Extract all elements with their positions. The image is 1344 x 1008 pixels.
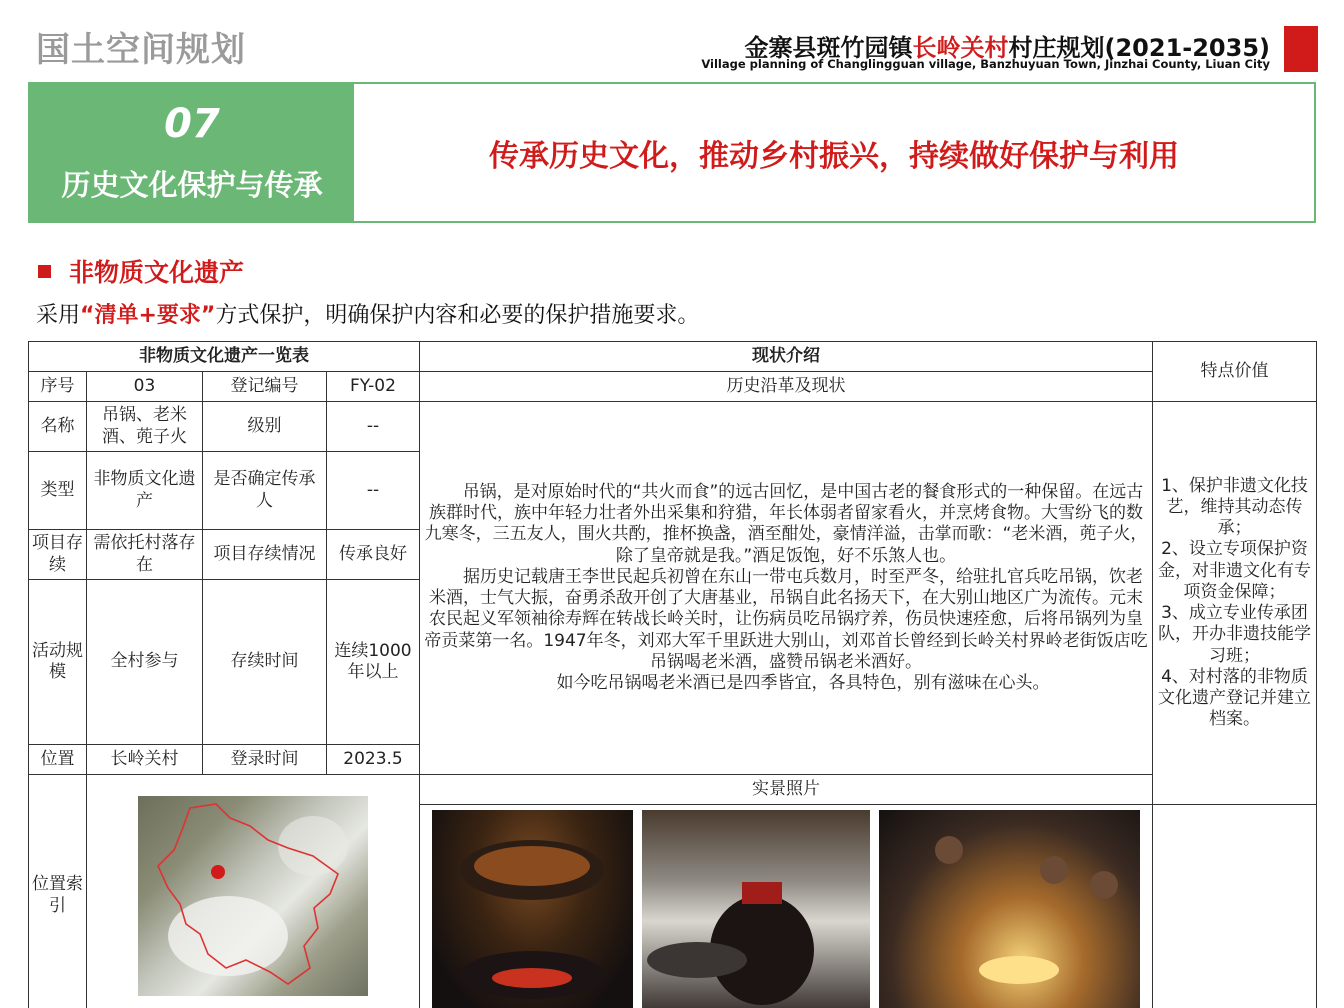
scale-label: 活动规模	[29, 580, 87, 745]
seq-value: 03	[87, 372, 203, 402]
history-text	[420, 402, 1153, 775]
fireside-gathering-graphic	[879, 810, 1140, 1008]
name-label: 名称	[29, 402, 87, 452]
brand-title: 国土空间规划	[36, 30, 246, 70]
seq-label: 序号	[29, 372, 87, 402]
heir-value: --	[327, 452, 420, 530]
history-paragraph: 如今吃吊锅喝老米酒已是四季皆宜，各具特色，别有滋味在心头。	[556, 673, 1050, 693]
chapter-number: 07	[164, 101, 220, 147]
history-paragraph: 吊锅，是对原始时代的“共火而食”的远古回忆，是中国古老的餐食形式的一种保留。在远古族群时代，族中年轻力壮者外出采集和狩猎，年长体弱者留家看火，并烹烤食物。大雪纷飞的数九寒冬，三五友人，围火共酌，推杯换盏，酒至酣处，豪情洋溢，击掌而歌：“老米酒，蔸子火，除了皇帝就是我。”酒足饭饱，好不乐煞人也。	[424, 481, 1148, 566]
chapter-label	[30, 84, 354, 221]
feature-item: 3、成立专业传承团队，开办非遗技能学习班；	[1158, 603, 1311, 666]
features-list	[1153, 402, 1317, 805]
reg-value: FY-02	[327, 372, 420, 402]
chapter-name: 历史文化保护与传承	[61, 168, 323, 202]
square-bullet-icon	[38, 265, 51, 278]
chapter-banner	[28, 82, 1316, 223]
exist-label: 项目存续	[29, 530, 87, 580]
feature-item: 2、设立专项保护资金，对非遗文化有专项资金保障；	[1158, 539, 1311, 602]
history-paragraph: 据历史记载唐王李世民起兵初曾在东山一带屯兵数月，时至严冬，给驻扎官兵吃吊锅，饮老米酒，士气大振，奋勇杀敌开创了大唐基业，吊锅自此名扬天下，在大别山地区广为流传。元末农民起义军领袖徐寿辉在转战长岭关时，让伤病员吃吊锅疗养，伤员快速痊愈，后将吊锅列为皇帝贡菜第一名。1947年冬，刘邓大军千里跃进大别山，刘邓首长曾经到长岭关村界岭老街饭店吃吊锅喝老米酒，盛赞吊锅老米酒好。	[424, 566, 1148, 672]
intro-highlight: “清单+要求”	[80, 303, 216, 328]
section-heading	[38, 253, 244, 289]
section-intro	[36, 298, 699, 329]
fireside-gathering-photo	[879, 810, 1140, 1008]
photo-strip	[423, 810, 1149, 1008]
exist-state-label: 项目存续情况	[203, 530, 327, 580]
level-value: --	[327, 402, 420, 452]
plan-title-village: 长岭关村	[912, 34, 1009, 62]
diaoguo-dish-graphic	[432, 810, 633, 1008]
name-value: 吊锅、老米酒、蔸子火	[87, 402, 203, 452]
plan-title-pre: 金寨县斑竹园镇	[744, 34, 913, 62]
reg-label: 登记编号	[203, 372, 327, 402]
heir-label: 是否确定传承人	[203, 452, 327, 530]
village-location-marker	[211, 865, 225, 879]
history-header: 历史沿革及现状	[420, 372, 1153, 402]
exist-state-value: 传承良好	[327, 530, 420, 580]
plan-subtitle: Village planning of Changlingguan village, Banzhuyuan Town, Jinzhai County, Liuan City	[701, 57, 1270, 71]
left-table-header: 非物质文化遗产一览表	[29, 342, 420, 372]
location-map	[138, 796, 368, 996]
photos-cell	[420, 805, 1153, 1008]
section-title: 非物质文化遗产	[69, 258, 245, 287]
exist-value: 需依托村落存在	[87, 530, 203, 580]
type-label: 类型	[29, 452, 87, 530]
loc-value: 长岭关村	[87, 745, 203, 775]
features-header: 特点价值	[1153, 342, 1317, 402]
feature-item: 1、保护非遗文化技艺，维持其动态传承；	[1161, 475, 1308, 538]
location-map-cell	[87, 775, 420, 1008]
plan-title-post: 村庄规划(2021-2035)	[1008, 34, 1270, 62]
loc-label: 位置	[29, 745, 87, 775]
village-boundary-map	[138, 796, 368, 996]
chapter-slogan: 传承历史文化，推动乡村振兴，持续做好保护与利用	[489, 138, 1179, 174]
rice-wine-jar-photo	[642, 810, 870, 1008]
status-header: 现状介绍	[420, 342, 1153, 372]
intro-pre: 采用	[36, 303, 81, 328]
feature-item: 4、对村落的非物质文化遗产登记并建立档案。	[1158, 666, 1311, 730]
date-label: 登录时间	[203, 745, 327, 775]
type-value: 非物质文化遗产	[87, 452, 203, 530]
index-label: 位置索引	[29, 775, 87, 1008]
duration-label: 存续时间	[203, 580, 327, 745]
diaoguo-dish-photo	[432, 810, 633, 1008]
duration-value: 连续1000年以上	[327, 580, 420, 745]
intro-post: 方式保护，明确保护内容和必要的保护措施要求。	[215, 303, 700, 328]
level-label: 级别	[203, 402, 327, 452]
date-value: 2023.5	[327, 745, 420, 775]
heritage-table	[28, 341, 1317, 1008]
photos-header: 实景照片	[420, 775, 1153, 805]
red-corner-block	[1284, 26, 1318, 72]
rice-wine-jar-graphic	[642, 810, 870, 1008]
scale-value: 全村参与	[87, 580, 203, 745]
